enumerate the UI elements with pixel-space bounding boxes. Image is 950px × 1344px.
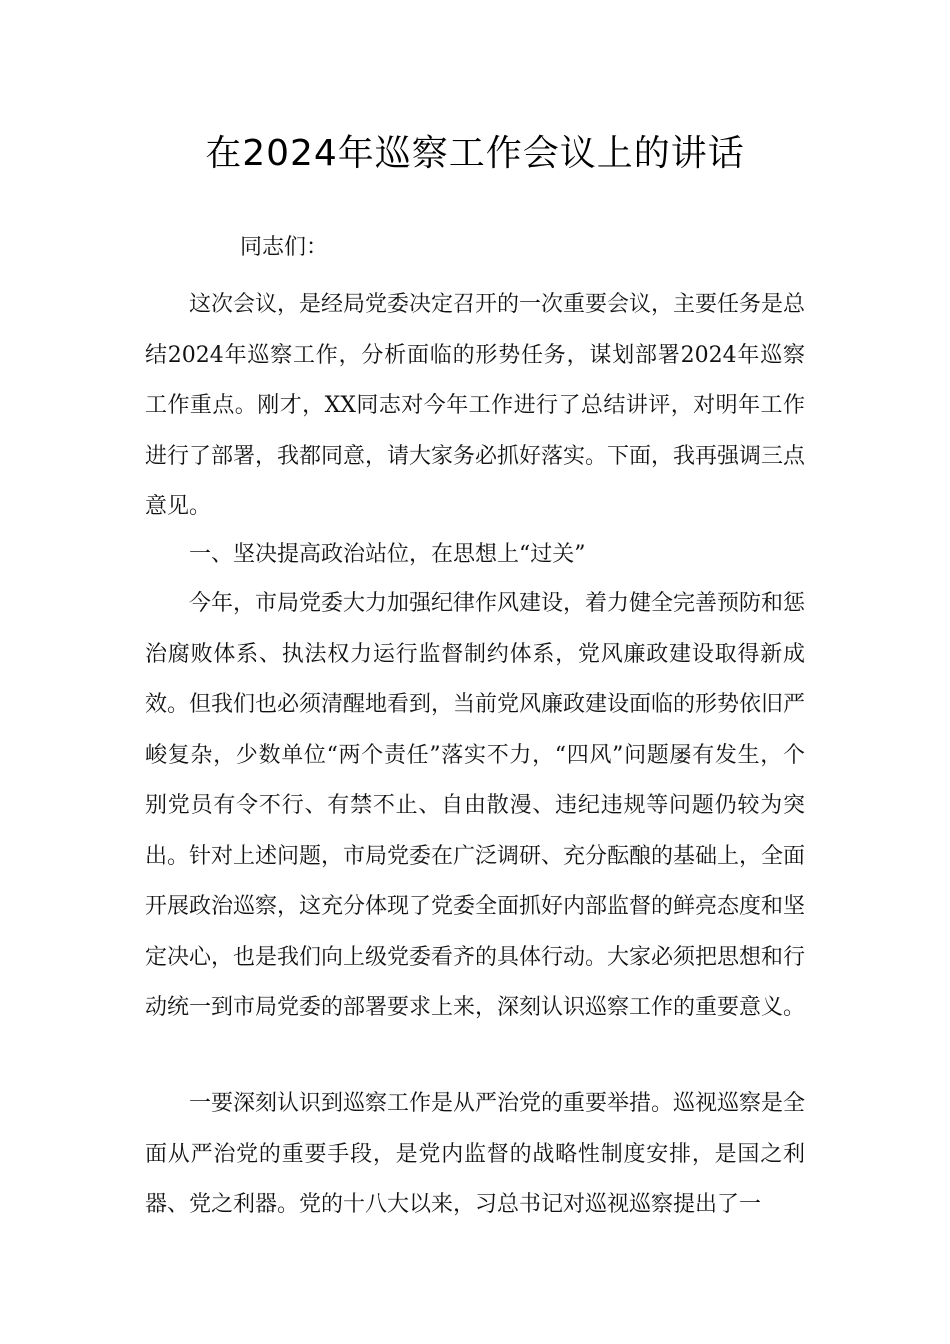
document-body bbox=[145, 0, 805, 1344]
document-title: 在2024年巡察工作会议上的讲话 bbox=[205, 133, 745, 174]
paragraph-section-1: 今年，市局党委大力加强纪律作风建设，着力健全完善预防和惩治腐败体系、执法权力运行监督制约体系，党风廉政建设取得新成效。但我们也必须清醒地看到，当前党风廉政建设面临的形势依旧严峻复杂，少数单位“两个责任”落实不力，“四风”问题屡有发生，个别党员有令不行、有禁不止、自由散漫、违纪违规等问题仍较为突出。针对上述问题，市局党委在广泛调研、充分酝酿的基础上，全面开展政治巡察，这充分体现了党委全面抓好内部监督的鲜亮态度和坚定决心，也是我们向上级党委看齐的具体行动。大家必须把思想和行动统一到市局党委的部署要求上来，深刻认识巡察工作的重要意义。 bbox=[145, 591, 806, 1020]
paragraph-intro: 这次会议，是经局党委决定召开的一次重要会议，主要任务是总结2024年巡察工作，分析面临的形势任务，谋划部署2024年巡察工作重点。刚才，XX同志对今年工作进行了总结讲评，对明年工作进行了部署，我都同意，请大家务必抓好落实。下面，我再强调三点意见。 bbox=[145, 292, 806, 519]
section-heading-1: 一、坚决提高政治站位，在思想上“过关” bbox=[189, 542, 586, 567]
salutation: 同志们： bbox=[240, 235, 329, 260]
paragraph-point-1: 一要深刻认识到巡察工作是从严治党的重要举措。巡视巡察是全面从严治党的重要手段，是党内监督的战略性制度安排，是国之利器、党之利器。党的十八大以来，习总书记对巡视巡察提出了一 bbox=[145, 1091, 806, 1217]
